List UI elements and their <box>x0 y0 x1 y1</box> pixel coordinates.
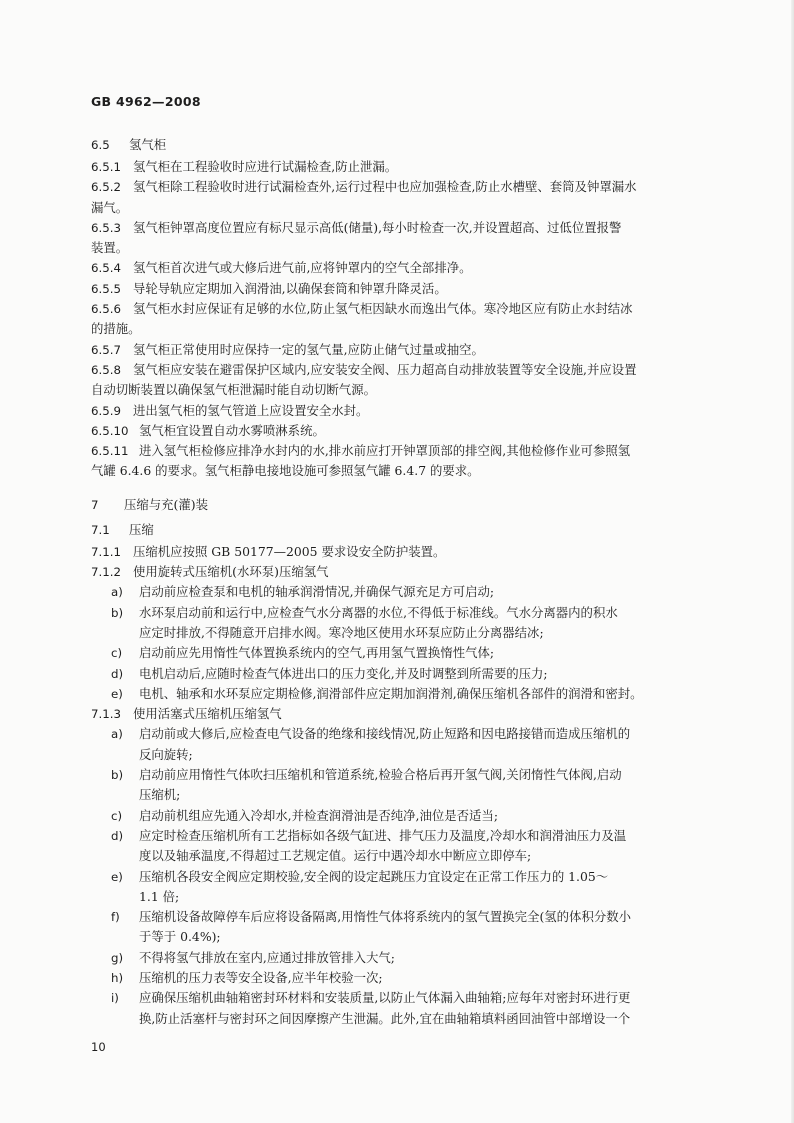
list-item-label: a) <box>111 585 123 600</box>
list-item-text: 电机、轴承和水环泵应定期检修,润滑部件应定期加润滑剂,确保压缩机各部件的润滑和密封。 <box>139 685 643 701</box>
clause-number: 7.1.3 <box>91 707 122 722</box>
list-item-label: f) <box>111 910 120 925</box>
document-body <box>91 132 717 1029</box>
clause <box>91 299 717 319</box>
clause <box>91 542 717 562</box>
list-item <box>91 867 717 887</box>
list-item-label: e) <box>111 869 123 884</box>
clause-number: 6.5.8 <box>91 362 122 377</box>
clause-number: 7.1.2 <box>91 565 122 580</box>
list-item-label: d) <box>111 666 124 681</box>
clause-number: 6.5.9 <box>91 403 122 418</box>
list-item-label: h) <box>111 970 124 985</box>
clause-text: 氢气柜首次进气或大修后进气前,应将钟罩内的空气全部排净。 <box>133 260 472 276</box>
list-item-text: 压缩机的压力表等安全设备,应半年校验一次; <box>139 969 383 985</box>
clause-text: 使用活塞式压缩机压缩氢气 <box>133 706 282 722</box>
clause-number: 7 <box>91 497 99 512</box>
clause-text: 氢气柜 <box>129 137 167 152</box>
clause-number: 6.5.10 <box>91 423 129 438</box>
chapter-heading <box>91 492 717 517</box>
clause <box>91 401 717 421</box>
section-heading <box>91 132 717 157</box>
clause <box>91 157 717 177</box>
clause-number: 6.5.4 <box>91 261 122 276</box>
clause-number: 6.5.7 <box>91 342 122 357</box>
continuation-line: 1.1 倍; <box>139 888 180 904</box>
list-item-label: b) <box>111 768 124 783</box>
clause <box>91 441 717 461</box>
clause-text: 压缩与充(灌)装 <box>124 496 209 512</box>
list-item <box>91 988 717 1008</box>
continuation-line: 反向旋转; <box>139 746 193 762</box>
clause-text: 氢气柜正常使用时应保持一定的氢气量,应防止储气过量或抽空。 <box>133 341 484 357</box>
clause-text: 氢气柜应安装在避雷保护区域内,应安装安全阀、压力超高自动排放装置等安全设施,并应设置 <box>133 361 637 377</box>
clause <box>91 360 717 380</box>
clause-text: 进出氢气柜的氢气管道上应设置安全水封。 <box>133 402 369 418</box>
list-item-text: 启动前应用惰性气体吹扫压缩机和管道系统,检验合格后再开氢气阀,关闭惰性气体阀,启动 <box>139 767 622 783</box>
clause-text: 氢气柜除工程验收时进行试漏检查外,运行过程中也应加强检查,防止水槽壁、套筒及钟罩漏水 <box>133 179 637 195</box>
list-item-label: a) <box>111 727 123 742</box>
clause-number: 6.5.2 <box>91 180 122 195</box>
continuation-line: 应定时排放,不得随意开启排水阀。寒冷地区使用水环泵应防止分离器结冰; <box>139 624 544 640</box>
list-item-text: 启动前应检查泵和电机的轴承润滑情况,并确保气源充足方可启动; <box>139 584 495 600</box>
continuation-line: 自动切断装置以确保氢气柜泄漏时能自动切断气源。 <box>91 382 376 398</box>
clause <box>91 340 717 360</box>
clause <box>91 177 717 197</box>
list-item <box>91 948 717 968</box>
clause-number: 6.5.1 <box>91 160 122 174</box>
continuation-line: 漏气。 <box>91 199 129 215</box>
list-item <box>91 724 717 744</box>
list-item <box>91 826 717 846</box>
list-item-label: c) <box>111 808 123 823</box>
clause-number: 7.1.1 <box>91 544 122 559</box>
list-item <box>91 765 717 785</box>
clause-text: 导轮导轨应定期加入润滑油,以确保套筒和钟罩升降灵活。 <box>133 280 447 296</box>
list-item-text: 启动前机组应先通入冷却水,并检查润滑油是否纯净,油位是否适当; <box>139 807 498 823</box>
list-item-text: 水环泵启动前和运行中,应检查气水分离器的水位,不得低于标准线。气水分离器内的积水 <box>139 604 618 620</box>
continuation-line: 换,防止活塞杆与密封环之间因摩擦产生泄漏。此外,宜在曲轴箱填料函回油管中部增设一个 <box>139 1010 631 1026</box>
standard-code-header: GB 4962—2008 <box>91 94 201 109</box>
continuation-line: 压缩机; <box>139 787 181 803</box>
section-heading <box>91 517 717 542</box>
list-item-text: 不得将氢气排放在室内,应通过排放管排入大气; <box>139 949 395 965</box>
list-item-label: d) <box>111 828 124 843</box>
continuation-line: 气罐 6.4.6 的要求。氢气柜静电接地设施可参照氢气罐 6.4.7 的要求。 <box>91 463 480 479</box>
clause-text: 压缩 <box>129 521 154 537</box>
list-item <box>91 806 717 826</box>
page-number: 10 <box>91 1040 106 1054</box>
list-item <box>91 603 717 623</box>
clause <box>91 704 717 724</box>
clause-text: 氢气柜宜设置自动水雾喷淋系统。 <box>139 422 325 438</box>
list-item-text: 启动前或大修后,应检查电气设备的绝缘和接线情况,防止短路和因电路接错而造成压缩机的 <box>139 726 631 742</box>
list-item <box>91 968 717 988</box>
list-item-label: i) <box>111 991 119 1006</box>
list-item <box>91 907 717 927</box>
clause-number: 6.5 <box>91 138 110 152</box>
clause-number: 6.5.3 <box>91 220 122 235</box>
clause-text: 氢气柜水封应保证有足够的水位,防止氢气柜因缺水而逸出气体。寒冷地区应有防止水封结冰 <box>133 301 633 317</box>
clause-text: 氢气柜在工程验收时应进行试漏检查,防止泄漏。 <box>133 159 398 174</box>
clause <box>91 562 717 582</box>
continuation-line: 度以及轴承温度,不得超过工艺规定值。运行中遇冷却水中断应立即停车; <box>139 848 532 864</box>
clause-text: 压缩机应按照 GB 50177—2005 要求设安全防护装置。 <box>133 543 446 559</box>
clause-text: 使用旋转式压缩机(水环泵)压缩氢气 <box>133 564 329 580</box>
list-item <box>91 643 717 663</box>
list-item-label: e) <box>111 686 123 701</box>
list-item-label: g) <box>111 950 124 965</box>
list-item <box>91 664 717 684</box>
clause <box>91 258 717 278</box>
list-item-text: 应定时检查压缩机所有工艺指标如各级气缸进、排气压力及温度,冷却水和润滑油压力及温 <box>139 827 627 843</box>
list-item-text: 压缩机各段安全阀应定期校验,安全阀的设定起跳压力宜设定在正常工作压力的 1.05～ <box>139 868 609 884</box>
clause-text: 氢气柜钟罩高度位置应有标尺显示高低(储量),每小时检查一次,并设置超高、过低位置报警 <box>133 219 622 235</box>
clause <box>91 279 717 299</box>
clause-number: 6.5.5 <box>91 281 122 296</box>
clause <box>91 218 717 238</box>
clause <box>91 421 717 441</box>
continuation-line: 装置。 <box>91 240 129 256</box>
clause-number: 7.1 <box>91 522 110 537</box>
list-item-text: 电机启动后,应随时检查气体进出口的压力变化,并及时调整到所需要的压力; <box>139 665 548 681</box>
list-item-label: c) <box>111 646 123 661</box>
list-item-text: 压缩机设备故障停车后应将设备隔离,用惰性气体将系统内的氢气置换完全(氢的体积分数小 <box>139 909 632 925</box>
clause-text: 进入氢气柜检修应排净水封内的水,排水前应打开钟罩顶部的排空阀,其他检修作业可参照氢 <box>139 443 631 459</box>
list-item-label: b) <box>111 605 124 620</box>
list-item-text: 启动前应先用惰性气体置换系统内的空气,再用氢气置换惰性气体; <box>139 645 495 661</box>
clause-number: 6.5.6 <box>91 302 122 317</box>
list-item <box>91 582 717 602</box>
list-item-text: 应确保压缩机曲轴箱密封环材料和安装质量,以防止气体漏入曲轴箱;应每年对密封环进行更 <box>139 990 631 1006</box>
list-item <box>91 684 717 704</box>
continuation-line: 的措施。 <box>91 321 141 337</box>
clause-number: 6.5.11 <box>91 444 129 459</box>
continuation-line: 于等于 0.4%); <box>139 929 221 945</box>
